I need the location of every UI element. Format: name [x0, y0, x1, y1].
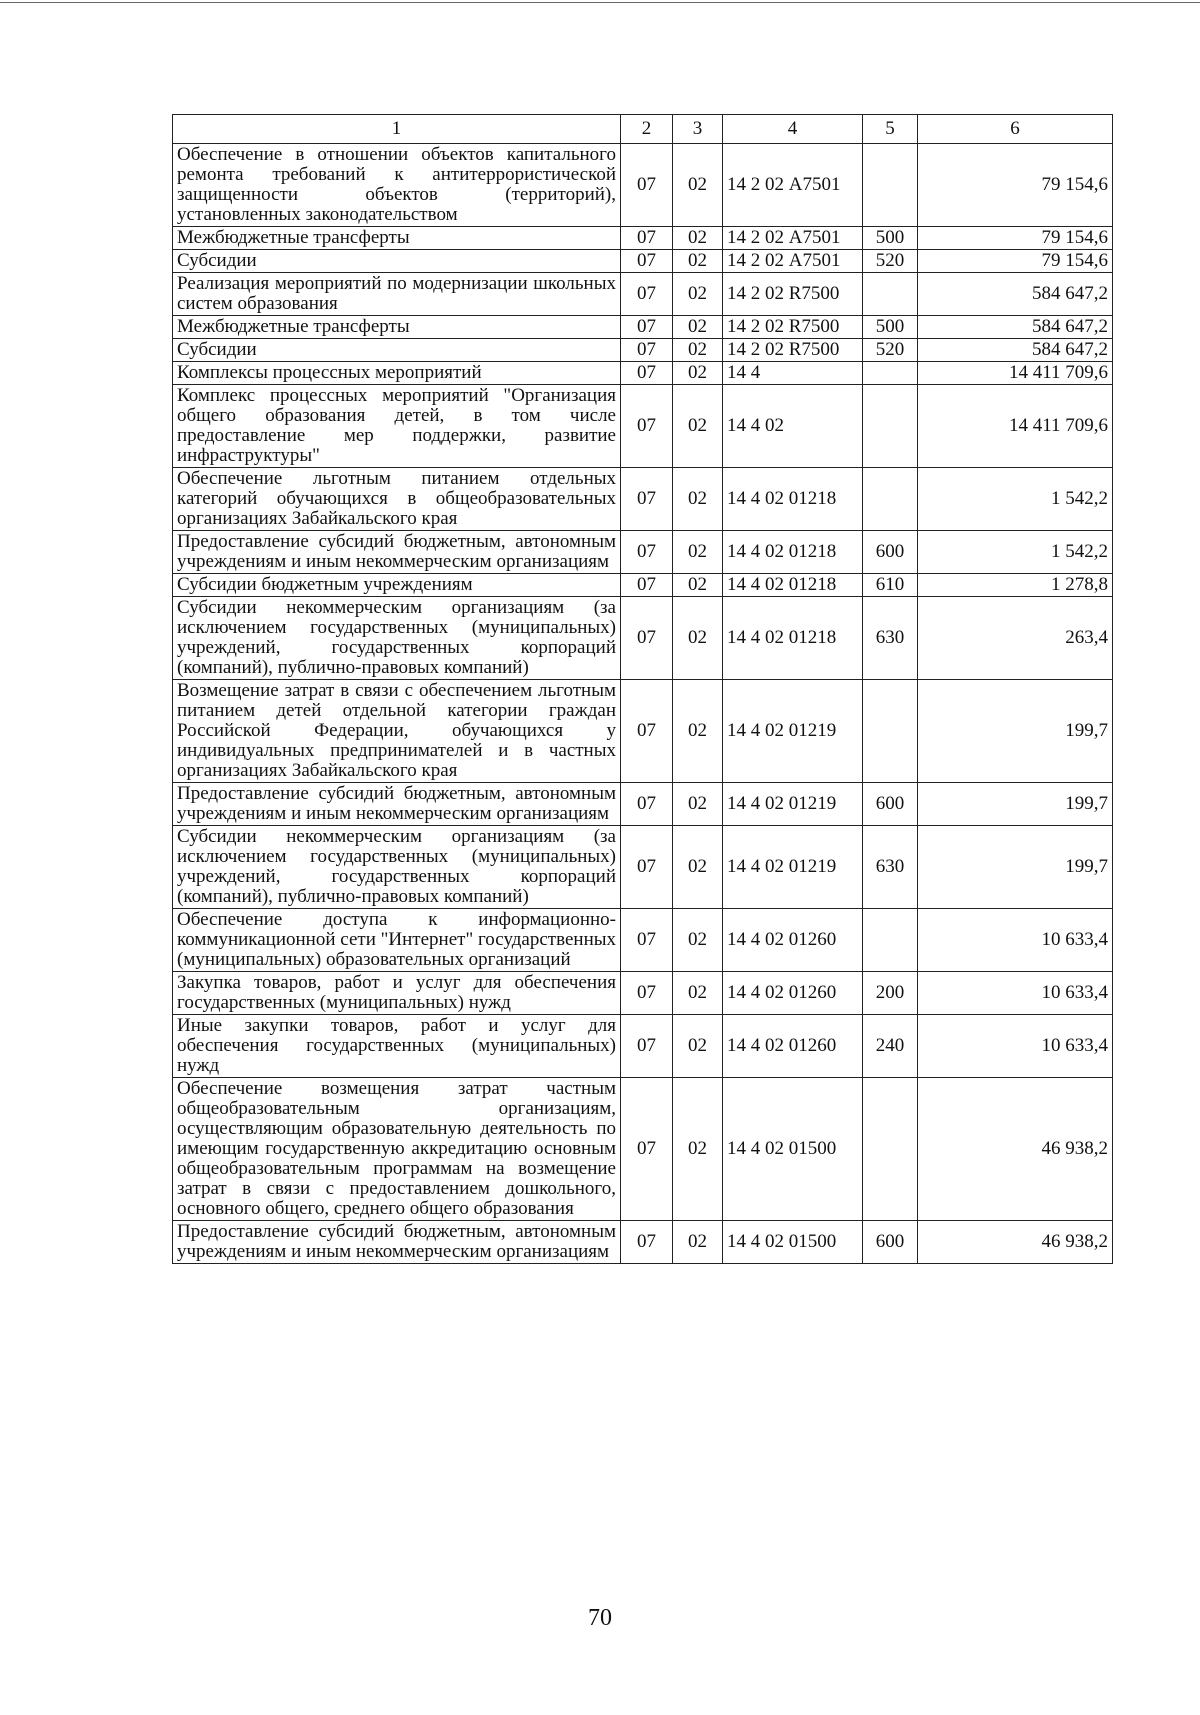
- row-subsection: 02: [673, 1078, 723, 1221]
- table-row: [173, 826, 1113, 909]
- table-row: [173, 1078, 1113, 1221]
- row-description: Субсидии некоммерческим организациям (за исключением государственных (муниципальных) учреждений, государственных корпораций (компаний), публично-правовых компаний): [173, 826, 621, 909]
- row-section: 07: [621, 468, 673, 531]
- row-subsection: 02: [673, 362, 723, 385]
- row-description: Предоставление субсидий бюджетным, автономным учреждениям и иным некоммерческим организациям: [173, 783, 621, 826]
- row-section: 07: [621, 144, 673, 227]
- row-section: 07: [621, 574, 673, 597]
- row-description: Возмещение затрат в связи с обеспечением льготным питанием детей отдельной категории граждан Российской Федерации, обучающихся у индивидуальных предпринимателей и в частных организациях Забайкальского края: [173, 680, 621, 783]
- header-col-4: 4: [723, 115, 863, 144]
- row-description: Субсидии: [173, 250, 621, 273]
- row-subsection: 02: [673, 909, 723, 972]
- row-section: 07: [621, 385, 673, 468]
- table-row: [173, 680, 1113, 783]
- row-subsection: 02: [673, 783, 723, 826]
- row-target-code: 14 4 02 01219: [723, 826, 863, 909]
- row-target-code: 14 4 02 01260: [723, 909, 863, 972]
- row-expense-type: 200: [863, 972, 918, 1015]
- row-target-code: 14 4: [723, 362, 863, 385]
- row-target-code: 14 2 02 А7501: [723, 227, 863, 250]
- row-target-code: 14 4 02 01218: [723, 574, 863, 597]
- row-amount: 46 938,2: [918, 1078, 1113, 1221]
- row-subsection: 02: [673, 385, 723, 468]
- row-expense-type: 630: [863, 826, 918, 909]
- table-row: [173, 597, 1113, 680]
- table-row: [173, 783, 1113, 826]
- row-subsection: 02: [673, 680, 723, 783]
- row-subsection: 02: [673, 468, 723, 531]
- table-row: [173, 339, 1113, 362]
- row-section: 07: [621, 909, 673, 972]
- table-row: [173, 385, 1113, 468]
- row-section: 07: [621, 339, 673, 362]
- row-amount: 79 154,6: [918, 250, 1113, 273]
- table-row: [173, 468, 1113, 531]
- table-row: [173, 273, 1113, 316]
- row-amount: 584 647,2: [918, 316, 1113, 339]
- row-section: 07: [621, 531, 673, 574]
- table-row: [173, 1221, 1113, 1264]
- row-subsection: 02: [673, 316, 723, 339]
- row-amount: 79 154,6: [918, 144, 1113, 227]
- table-body: [173, 144, 1113, 1264]
- row-expense-type: [863, 362, 918, 385]
- page-number: 70: [588, 1605, 612, 1631]
- row-expense-type: 500: [863, 316, 918, 339]
- row-expense-type: [863, 680, 918, 783]
- row-expense-type: 520: [863, 339, 918, 362]
- row-expense-type: 600: [863, 783, 918, 826]
- row-subsection: 02: [673, 273, 723, 316]
- table-row: [173, 227, 1113, 250]
- row-section: 07: [621, 680, 673, 783]
- row-amount: 584 647,2: [918, 339, 1113, 362]
- row-expense-type: 600: [863, 531, 918, 574]
- header-col-2: 2: [621, 115, 673, 144]
- row-target-code: 14 4 02 01500: [723, 1078, 863, 1221]
- row-expense-type: [863, 273, 918, 316]
- row-amount: 584 647,2: [918, 273, 1113, 316]
- table-row: [173, 362, 1113, 385]
- row-subsection: 02: [673, 227, 723, 250]
- row-expense-type: [863, 468, 918, 531]
- table-row: [173, 972, 1113, 1015]
- row-expense-type: 610: [863, 574, 918, 597]
- table-row: [173, 909, 1113, 972]
- row-target-code: 14 2 02 А7501: [723, 250, 863, 273]
- row-amount: 14 411 709,6: [918, 385, 1113, 468]
- row-amount: 14 411 709,6: [918, 362, 1113, 385]
- row-description: Субсидии бюджетным учреждениям: [173, 574, 621, 597]
- row-amount: 1 542,2: [918, 531, 1113, 574]
- row-expense-type: [863, 909, 918, 972]
- row-target-code: 14 4 02 01218: [723, 531, 863, 574]
- row-amount: 1 542,2: [918, 468, 1113, 531]
- row-subsection: 02: [673, 597, 723, 680]
- row-section: 07: [621, 273, 673, 316]
- row-target-code: 14 4 02: [723, 385, 863, 468]
- row-section: 07: [621, 972, 673, 1015]
- row-target-code: 14 4 02 01500: [723, 1221, 863, 1264]
- row-subsection: 02: [673, 574, 723, 597]
- row-section: 07: [621, 250, 673, 273]
- row-subsection: 02: [673, 531, 723, 574]
- row-amount: 199,7: [918, 826, 1113, 909]
- header-row: [173, 115, 1113, 144]
- table-row: [173, 250, 1113, 273]
- table-row: [173, 1015, 1113, 1078]
- row-amount: 199,7: [918, 783, 1113, 826]
- table-row: [173, 316, 1113, 339]
- row-subsection: 02: [673, 1015, 723, 1078]
- table-row: [173, 531, 1113, 574]
- header-col-3: 3: [673, 115, 723, 144]
- row-expense-type: 520: [863, 250, 918, 273]
- row-expense-type: [863, 1078, 918, 1221]
- row-description: Обеспечение доступа к информационно-коммуникационной сети "Интернет" государственных (муниципальных) образовательных организаций: [173, 909, 621, 972]
- page-top-edge: [0, 2, 1200, 3]
- row-subsection: 02: [673, 144, 723, 227]
- row-amount: 46 938,2: [918, 1221, 1113, 1264]
- row-expense-type: [863, 144, 918, 227]
- row-target-code: 14 2 02 R7500: [723, 339, 863, 362]
- row-target-code: 14 2 02 R7500: [723, 273, 863, 316]
- row-section: 07: [621, 1015, 673, 1078]
- row-expense-type: 240: [863, 1015, 918, 1078]
- row-description: Обеспечение в отношении объектов капитального ремонта требований к антитеррористической защищенности объектов (территорий), установленных законодательством: [173, 144, 621, 227]
- row-amount: 10 633,4: [918, 909, 1113, 972]
- row-amount: 10 633,4: [918, 972, 1113, 1015]
- row-subsection: 02: [673, 1221, 723, 1264]
- row-amount: 10 633,4: [918, 1015, 1113, 1078]
- row-subsection: 02: [673, 972, 723, 1015]
- row-subsection: 02: [673, 826, 723, 909]
- row-section: 07: [621, 362, 673, 385]
- row-expense-type: [863, 385, 918, 468]
- row-section: 07: [621, 597, 673, 680]
- table-header: [173, 115, 1113, 144]
- row-description: Субсидии некоммерческим организациям (за исключением государственных (муниципальных) учреждений, государственных корпораций (компаний), публично-правовых компаний): [173, 597, 621, 680]
- row-description: Реализация мероприятий по модернизации школьных систем образования: [173, 273, 621, 316]
- row-target-code: 14 4 02 01218: [723, 468, 863, 531]
- row-expense-type: 500: [863, 227, 918, 250]
- row-section: 07: [621, 1221, 673, 1264]
- row-target-code: 14 4 02 01218: [723, 597, 863, 680]
- row-description: Межбюджетные трансферты: [173, 316, 621, 339]
- row-description: Иные закупки товаров, работ и услуг для обеспечения государственных (муниципальных) нужд: [173, 1015, 621, 1078]
- row-description: Закупка товаров, работ и услуг для обеспечения государственных (муниципальных) нужд: [173, 972, 621, 1015]
- table-row: [173, 574, 1113, 597]
- row-section: 07: [621, 316, 673, 339]
- row-target-code: 14 2 02 А7501: [723, 144, 863, 227]
- header-col-1: 1: [173, 115, 621, 144]
- row-target-code: 14 4 02 01260: [723, 1015, 863, 1078]
- row-subsection: 02: [673, 250, 723, 273]
- row-description: Субсидии: [173, 339, 621, 362]
- row-description: Обеспечение возмещения затрат частным общеобразовательным организациям, осуществляющим образовательную деятельность по имеющим государственную аккредитацию основным общеобразовательным программам на возмещение затрат в связи с предоставлением дошкольного, основного общего, среднего общего образования: [173, 1078, 621, 1221]
- row-amount: 79 154,6: [918, 227, 1113, 250]
- row-section: 07: [621, 227, 673, 250]
- row-section: 07: [621, 783, 673, 826]
- row-description: Межбюджетные трансферты: [173, 227, 621, 250]
- row-target-code: 14 4 02 01219: [723, 680, 863, 783]
- row-subsection: 02: [673, 339, 723, 362]
- budget-table: [172, 114, 1113, 1264]
- row-target-code: 14 2 02 R7500: [723, 316, 863, 339]
- row-section: 07: [621, 826, 673, 909]
- row-description: Обеспечение льготным питанием отдельных категорий обучающихся в общеобразовательных организациях Забайкальского края: [173, 468, 621, 531]
- header-col-6: 6: [918, 115, 1113, 144]
- header-col-5: 5: [863, 115, 918, 144]
- row-expense-type: 600: [863, 1221, 918, 1264]
- row-expense-type: 630: [863, 597, 918, 680]
- row-target-code: 14 4 02 01260: [723, 972, 863, 1015]
- row-description: Предоставление субсидий бюджетным, автономным учреждениям и иным некоммерческим организациям: [173, 531, 621, 574]
- row-amount: 263,4: [918, 597, 1113, 680]
- row-amount: 199,7: [918, 680, 1113, 783]
- table-row: [173, 144, 1113, 227]
- row-target-code: 14 4 02 01219: [723, 783, 863, 826]
- row-description: Комплекс процессных мероприятий "Организация общего образования детей, в том числе предоставление мер поддержки, развитие инфраструктуры": [173, 385, 621, 468]
- row-amount: 1 278,8: [918, 574, 1113, 597]
- row-description: Комплексы процессных мероприятий: [173, 362, 621, 385]
- row-description: Предоставление субсидий бюджетным, автономным учреждениям и иным некоммерческим организациям: [173, 1221, 621, 1264]
- row-section: 07: [621, 1078, 673, 1221]
